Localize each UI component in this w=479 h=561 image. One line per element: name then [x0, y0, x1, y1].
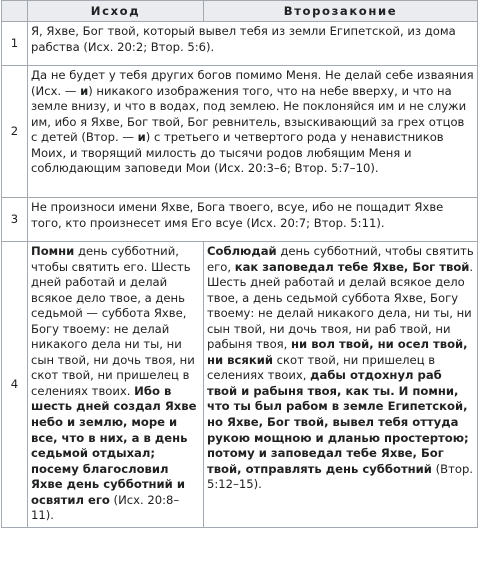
header-row [2, 1, 478, 22]
row-number: 1 [2, 22, 28, 66]
table-row [2, 22, 478, 66]
header-deuteronomy: Второзаконие [204, 1, 478, 22]
exodus-text: Помни день субботний, чтобы святить его. Шесть дней работай и делай всякое дело твое, а день седьмой — суббота Яхве, Богу твоему: не делай никакого дела ни ты, ни сын твой, ни дочь твоя, ни скот твой, ни пришелец в селениях твоих. Ибо в шесть дней создал Яхве небо и землю, море и все, что в них, а в день седьмой отдыхал; посему благословил Яхве день субботний и освятил его (Исх. 20:8–11). [28, 242, 204, 528]
row-number: 2 [2, 66, 28, 198]
table-row [2, 198, 478, 242]
commandment-text: Я, Яхве, Бог твой, который вывел тебя из земли Египетской, из дома рабства (Исх. 20:2; Втор. 5:6). [28, 22, 478, 66]
table-row [2, 66, 478, 198]
commandment-text: Не произноси имени Яхве, Бога твоего, всуе, ибо не пощадит Яхве того, кто произнесет имя Его всуе (Исх. 20:7; Втор. 5:11). [28, 198, 478, 242]
commandments-table [1, 0, 478, 528]
row-number: 3 [2, 198, 28, 242]
commandment-text: Да не будет у тебя других богов помимо Меня. Не делай себе изваяния (Исх. — и) никакого изображения того, что на небе вверху, и что на земле внизу, и что в водах, под землею. Не поклоняйся им и не служи им, ибо я Яхве, Бог твой, Бог ревнитель, взыскивающий за грех отцов с детей (Втор. — и) с третьего и четвертого рода у ненавистников Моих, и творящий милость до тысячи родов любящим Меня и соблюдающим заповеди Мои (Исх. 20:3–6; Втор. 5:7–10). [28, 66, 478, 198]
table-row [2, 242, 478, 528]
header-exodus: Исход [28, 1, 204, 22]
row-number: 4 [2, 242, 28, 528]
deuteronomy-text: Соблюдай день субботний, чтобы святить его, как заповедал тебе Яхве, Бог твой. Шесть дней работай и делай всякое дело твое, а день седьмой суббота Яхве, Богу твоему: не делай никакого дела, ни ты, ни сын твой, ни дочь твоя, ни раб твой, ни рабыня твоя, ни вол твой, ни осел твой, ни всякий скот твой, ни пришелец в селениях твоих, дабы отдохнул раб твой и рабыня твоя, как ты. И помни, что ты был рабом в земле Египетской, но Яхве, Бог твой, вывел тебя оттуда рукою мощною и дланью простертою; потому и заповедал тебе Яхве, Бог твой, отправлять день субботний (Втор. 5:12–15). [204, 242, 478, 528]
header-num [2, 1, 28, 22]
